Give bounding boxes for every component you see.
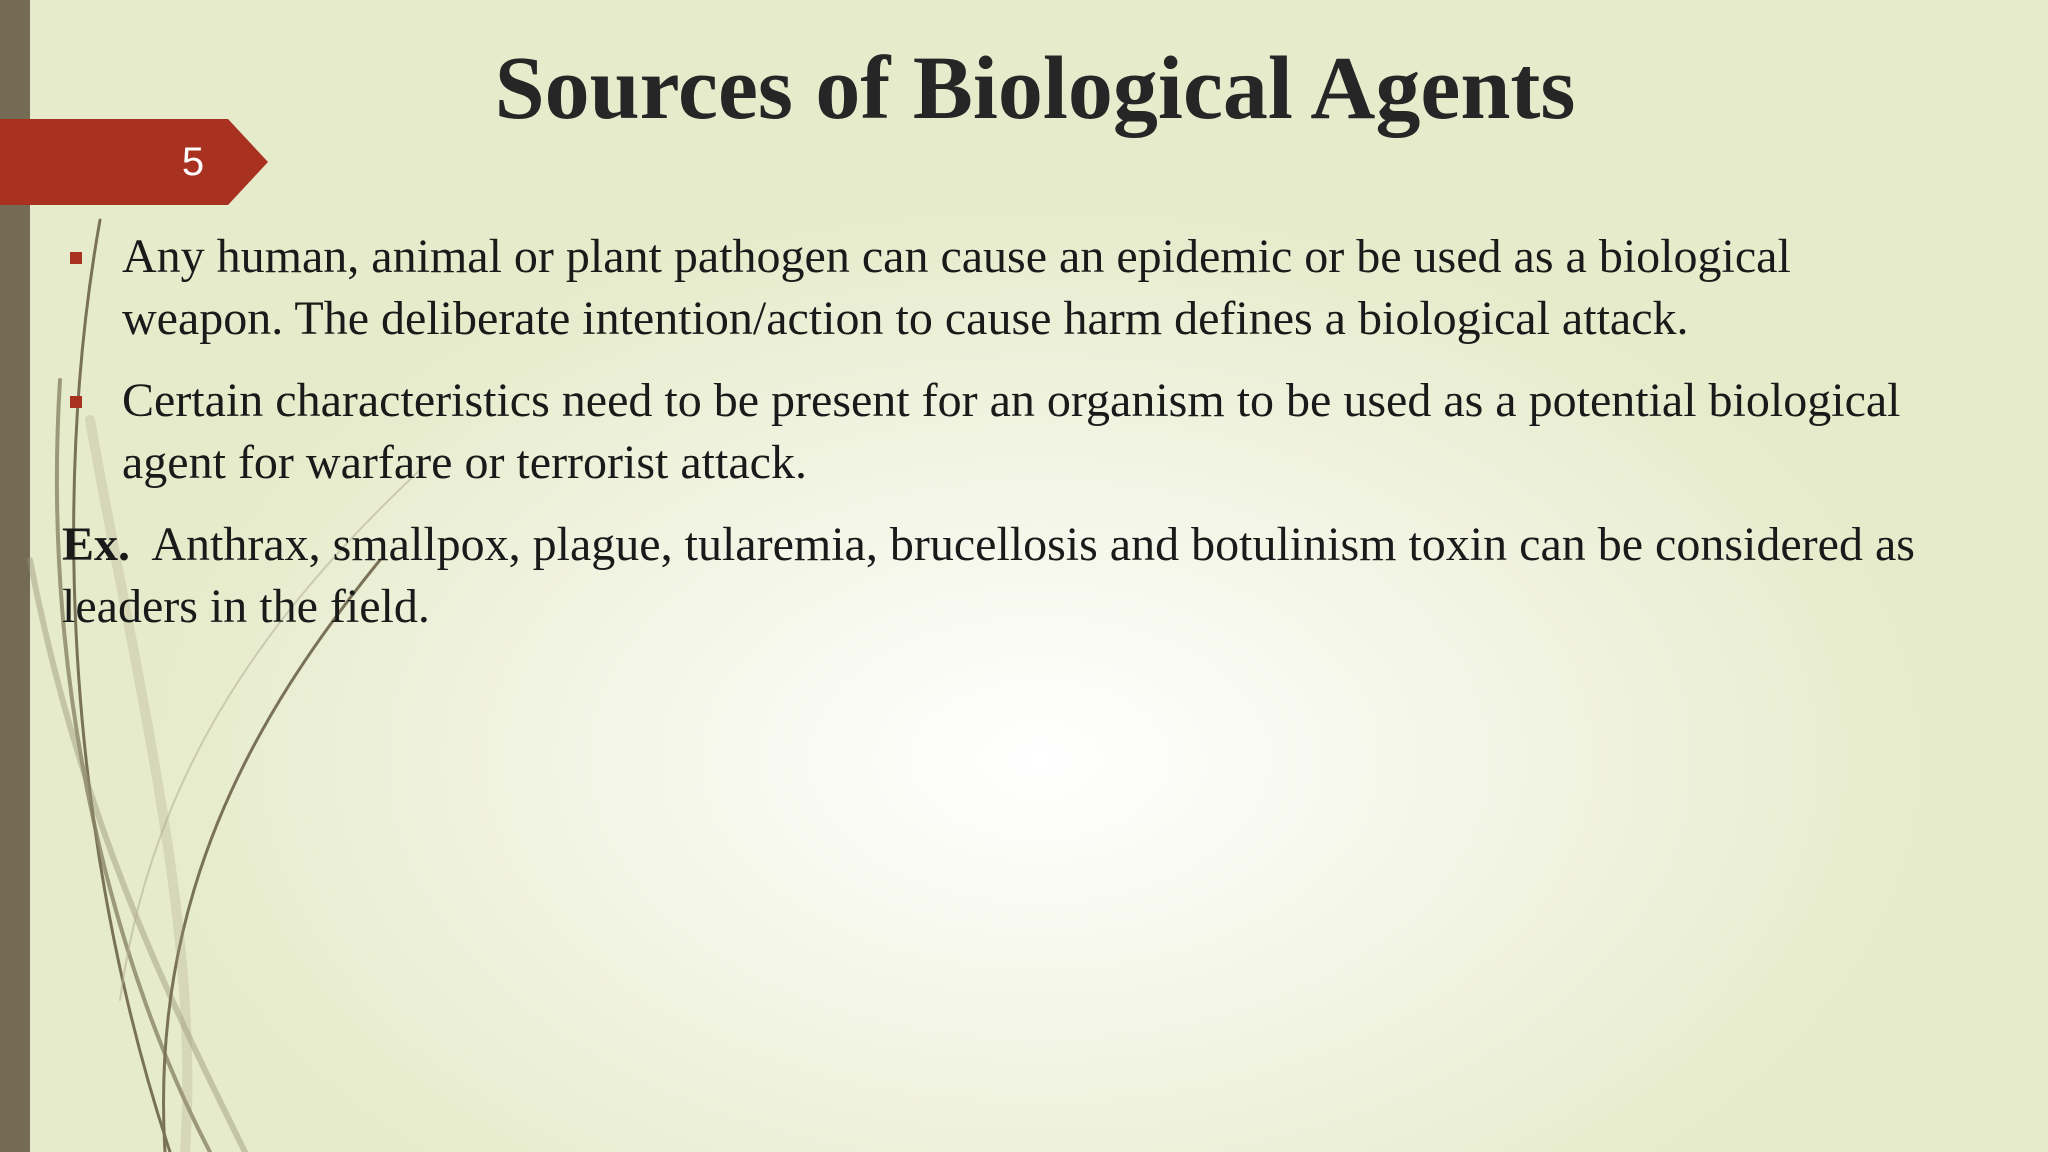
slide-title: Sources of Biological Agents [494, 39, 1576, 138]
square-bullet-icon [70, 396, 82, 408]
bullet-item [62, 226, 1962, 350]
example-paragraph [62, 514, 1962, 638]
bullet-item [62, 370, 1962, 494]
example-text: Anthrax, smallpox, plague, tularemia, brucellosis and botulinism toxin can be considered as leaders in the field. [62, 518, 1915, 633]
square-bullet-icon [70, 252, 82, 264]
bullet-text: Any human, animal or plant pathogen can cause an epidemic or be used as a biological weapon. The deliberate intention/action to cause harm defines a biological attack. [122, 230, 1791, 345]
example-label: Ex. [62, 518, 131, 571]
bullet-text: Certain characteristics need to be present for an organism to be used as a potential biological agent for warfare or terrorist attack. [122, 374, 1901, 489]
slide-body [62, 226, 1962, 638]
slide-number: 5 [181, 140, 205, 184]
